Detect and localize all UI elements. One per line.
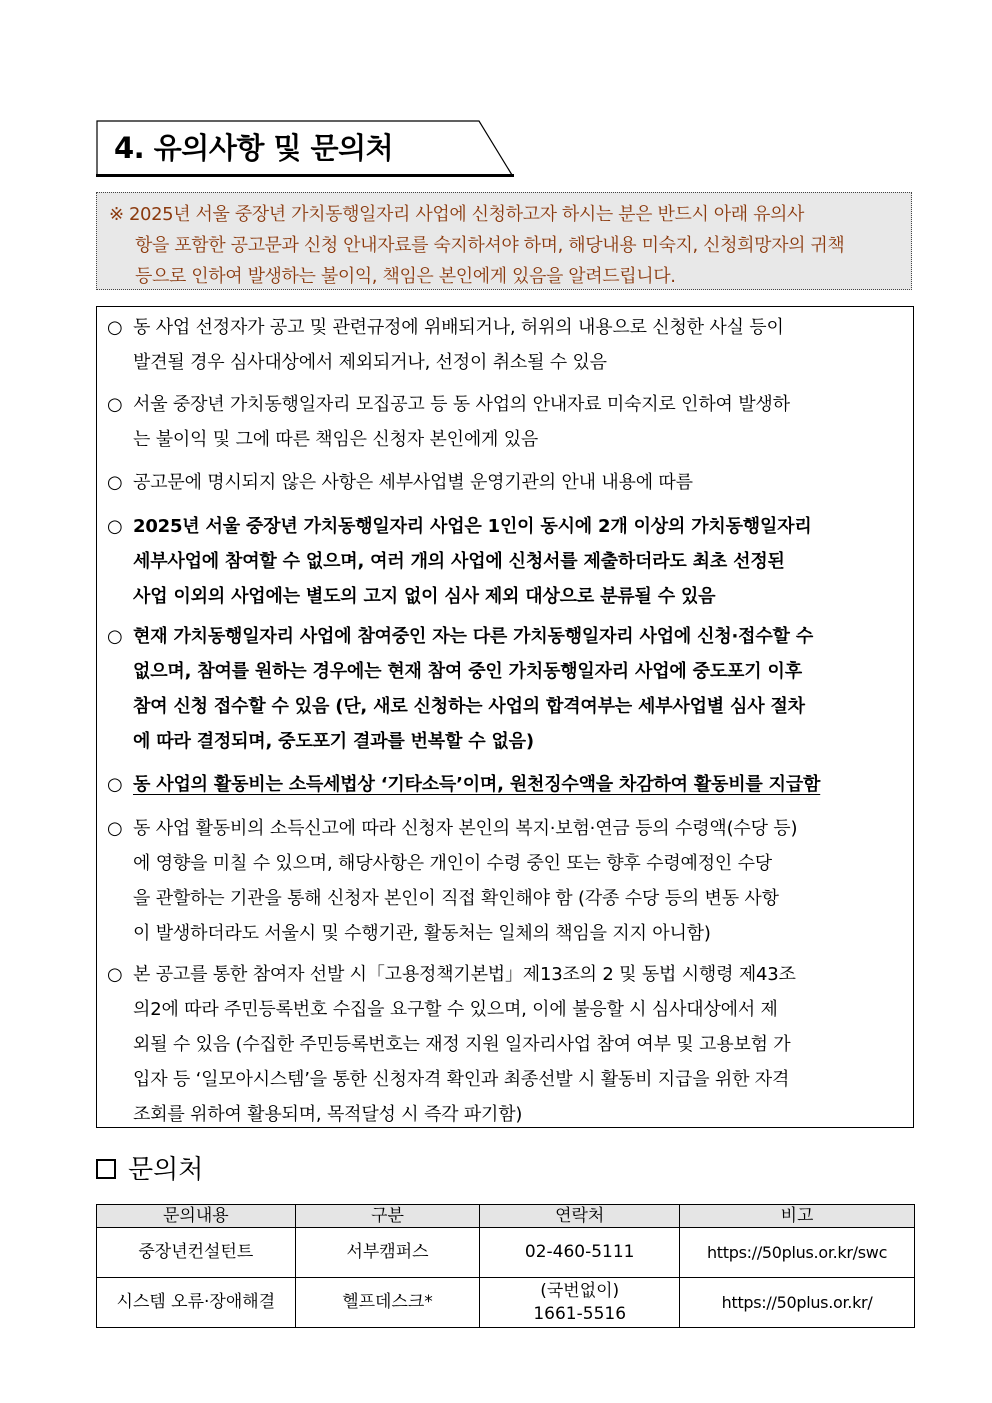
column-header: 문의내용 [97, 1205, 296, 1228]
category-cell: 헬프데스크* [295, 1278, 480, 1328]
section-header [96, 120, 514, 176]
circle-bullet-icon: ○ [107, 818, 123, 839]
notice-box [96, 192, 912, 290]
square-bullet-icon [96, 1159, 116, 1179]
category-cell: 서부캠퍼스 [295, 1228, 480, 1278]
circle-bullet-icon: ○ [107, 394, 123, 415]
list-item: ○ 본 공고를 통한 참여자 선발 시「고용정책기본법」제13조의 2 및 동법 시행령 제43조 의2에 따라 주민등록번호 수집을 요구할 수 있으며, 이에 불응할 시 심사대상에서 제 외될 수 있음 (수집한 주민등록번호는 재정 지원 일자리사업 참여 여부 및 고용보험 가 입자 등 ‘일모아시스템’을 통한 신청자격 확인과 최종선발 시 활동비 지급을 위한 자격 조회를 위하여 활용되며, 목적달성 시 즉각 파기함) [107, 957, 907, 1132]
column-header: 구분 [295, 1205, 480, 1228]
inquiry-cell: 시스템 오류·장애해결 [97, 1278, 296, 1328]
table-row [97, 1278, 915, 1328]
phone-cell: 02-460-5111 [480, 1228, 680, 1278]
circle-bullet-icon: ○ [107, 964, 123, 985]
table-row [97, 1228, 915, 1278]
underlined-text: 동 사업의 활동비는 소득세법상 ‘기타소득’이며, 원천징수액을 차감하여 활동비를 지급함 [133, 774, 821, 795]
list-item: ○ 동 사업 활동비의 소득신고에 따라 신청자 본인의 복지·보험·연금 등의 수령액(수당 등) 에 영향을 미칠 수 있으며, 해당사항은 개인이 수령 중인 또는 향후 수령예정인 수당 을 관할하는 기관을 통해 신청자 본인이 직접 확인해야 함 (각종 수당 등의 변동 사항 이 발생하더라도 서울시 및 수행기관, 활동처는 일체의 책임을 지지 아니함) [107, 811, 907, 951]
list-item: ○ 공고문에 명시되지 않은 사항은 세부사업별 운영기관의 안내 내용에 따름 [107, 465, 907, 500]
circle-bullet-icon: ○ [107, 516, 123, 537]
notice-line: ※ 2025년 서울 중장년 가치동행일자리 사업에 신청하고자 하시는 분은 반드시 아래 유의사 [109, 204, 805, 225]
section-title: 4. 유의사항 및 문의처 [114, 131, 394, 165]
circle-bullet-icon: ○ [107, 626, 123, 647]
circle-bullet-icon: ○ [107, 317, 123, 338]
list-item: ○ 동 사업 선정자가 공고 및 관련규정에 위배되거나, 허위의 내용으로 신청한 사실 등이 발견될 경우 심사대상에서 제외되거나, 선정이 취소될 수 있음 [107, 310, 907, 380]
list-item [107, 767, 907, 802]
list-item: ○ 2025년 서울 중장년 가치동행일자리 사업은 1인이 동시에 2개 이상의 가치동행일자리 세부사업에 참여할 수 없으며, 여러 개의 사업에 신청서를 제출하더라도 최초 선정된 사업 이외의 사업에는 별도의 고지 없이 심사 제외 대상으로 분류될 수 있음 [107, 509, 907, 614]
notice-line: 등으로 인하여 발생하는 불이익, 책임은 본인에게 있음을 알려드립니다. [135, 266, 676, 287]
notice-line: 항을 포함한 공고문과 신청 안내자료를 숙지하셔야 하며, 해당내용 미숙지, 신청희망자의 귀책 [135, 235, 845, 256]
circle-bullet-icon: ○ [107, 774, 123, 795]
table-header-row [97, 1205, 915, 1228]
caution-list [96, 306, 914, 1128]
url-link[interactable]: https://50plus.or.kr/swc [680, 1228, 915, 1278]
contact-heading: 문의처 [96, 1152, 203, 1188]
column-header: 연락처 [480, 1205, 680, 1228]
url-link[interactable]: https://50plus.or.kr/ [680, 1278, 915, 1328]
list-item: ○ 현재 가치동행일자리 사업에 참여중인 자는 다른 가치동행일자리 사업에 신청·접수할 수 없으며, 참여를 원하는 경우에는 현재 참여 중인 가치동행일자리 사업에 중도포기 이후 참여 신청 접수할 수 있음 (단, 새로 신청하는 사업의 합격여부는 세부사업별 심사 절차 에 따라 결정되며, 중도포기 결과를 번복할 수 없음) [107, 619, 907, 759]
inquiry-cell: 중장년컨설턴트 [97, 1228, 296, 1278]
phone-cell: (국번없이) 1661-5516 [480, 1278, 680, 1328]
list-item: ○ 서울 중장년 가치동행일자리 모집공고 등 동 사업의 안내자료 미숙지로 인하여 발생하 는 불이익 및 그에 따른 책임은 신청자 본인에게 있음 [107, 387, 907, 457]
circle-bullet-icon: ○ [107, 472, 123, 493]
contact-table [96, 1204, 915, 1328]
column-header: 비고 [680, 1205, 915, 1228]
